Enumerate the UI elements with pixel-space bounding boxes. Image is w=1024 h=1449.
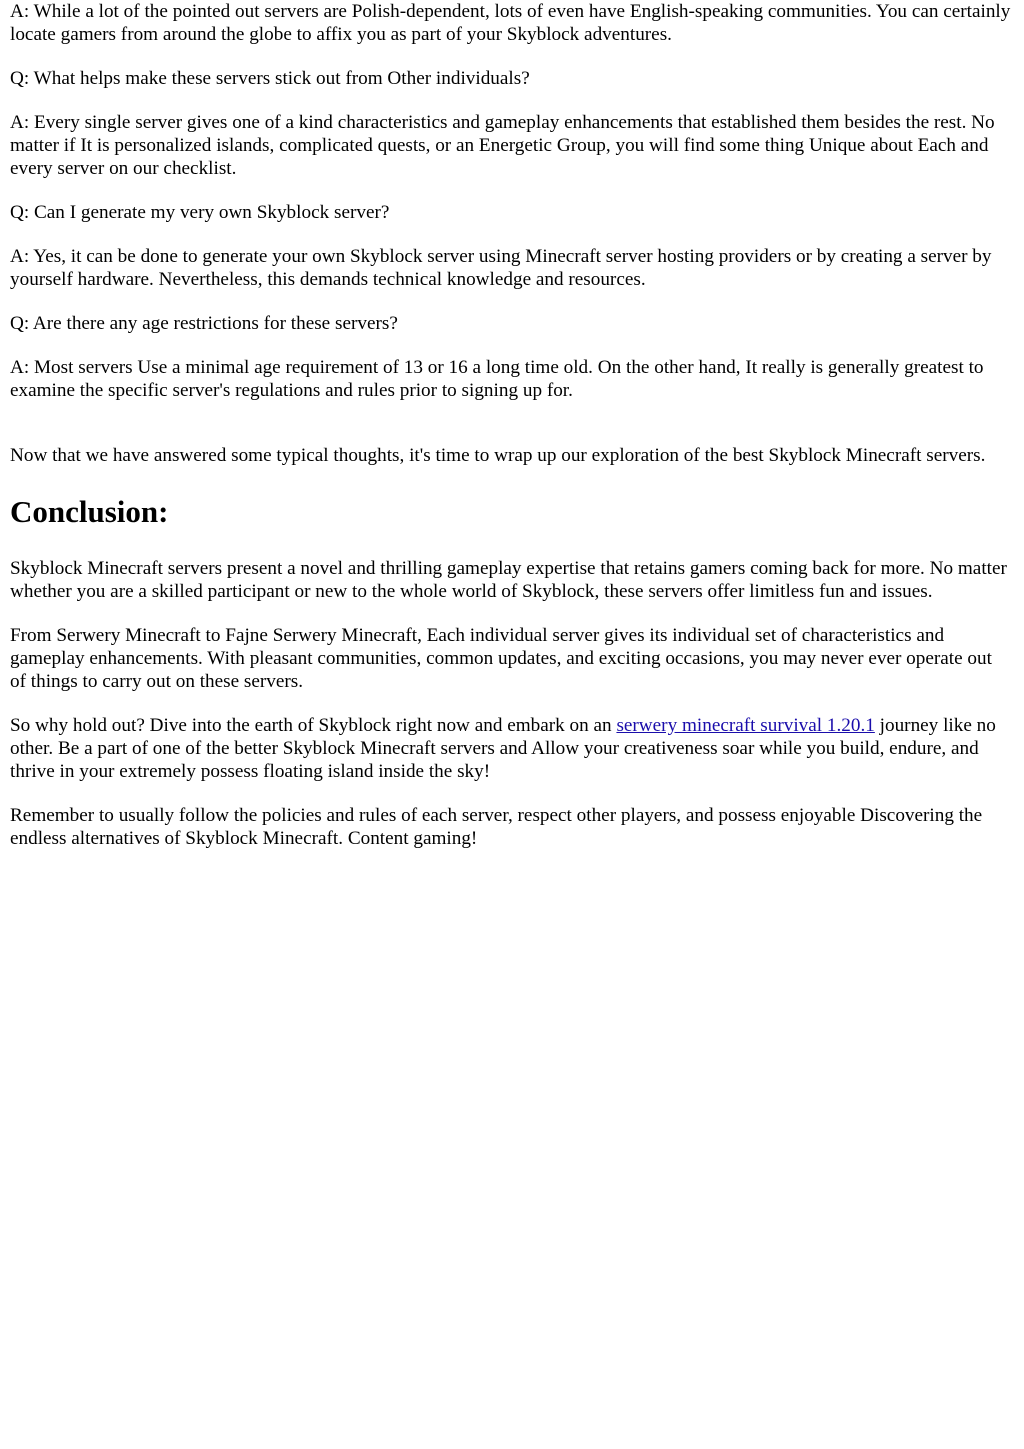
conclusion-paragraph-3 <box>10 714 1012 783</box>
faq-question-2: Q: What helps make these servers stick out from Other individuals? <box>10 68 530 89</box>
faq-answer-4: A: Most servers Use a minimal age requirement of 13 or 16 a long time old. On the other hand, It really is generally greatest to examine the specific server's regulations and rules prior to signing up for. <box>10 357 984 401</box>
paragraph-3-text-after: journey like no other. Be a part of one of the better Skyblock Minecraft servers and Allow your creativeness soar while you build, endure, and thrive in your extremely possess floating island inside the sky! <box>10 715 996 782</box>
faq-question-3: Q: Can I generate my very own Skyblock server? <box>10 202 390 223</box>
faq-answer-1: A: While a lot of the pointed out servers are Polish-dependent, lots of even have English-speaking communities. You can certainly locate gamers from around the globe to affix you as part of your Skyblock adventures. <box>10 1 1011 45</box>
paragraph-3-text-before: So why hold out? Dive into the earth of Skyblock right now and embark on an <box>10 715 617 736</box>
conclusion-heading: Conclusion: <box>10 494 169 529</box>
faq-question-4: Q: Are there any age restrictions for these servers? <box>10 313 398 334</box>
faq-answer-2: A: Every single server gives one of a kind characteristics and gameplay enhancements that established them besides the rest. No matter if It is personalized islands, complicated quests, or an Energetic Group, you will find some thing Unique about Each and every server on our checklist. <box>10 112 995 179</box>
conclusion-paragraph-1: Skyblock Minecraft servers present a novel and thrilling gameplay expertise that retains gamers coming back for more. No matter whether you are a skilled participant or new to the whole world of Skyblock, these servers offer limitless fun and issues. <box>10 558 1007 602</box>
faq-answer-3: A: Yes, it can be done to generate your own Skyblock server using Minecraft server hosting providers or by creating a server by yourself hardware. Nevertheless, this demands technical knowledge and resources. <box>10 246 992 290</box>
document-body <box>10 0 1012 871</box>
serwery-survival-link[interactable]: serwery minecraft survival 1.20.1 <box>616 715 875 736</box>
conclusion-paragraph-4: Remember to usually follow the policies and rules of each server, respect other players, and possess enjoyable Discovering the endless alternatives of Skyblock Minecraft. Content gaming! <box>10 805 983 849</box>
conclusion-paragraph-2: From Serwery Minecraft to Fajne Serwery Minecraft, Each individual server gives its individual set of characteristics and gameplay enhancements. With pleasant communities, common updates, and exciting occasions, you may never ever operate out of things to carry out on these servers. <box>10 625 992 692</box>
transition-paragraph: Now that we have answered some typical thoughts, it's time to wrap up our exploration of the best Skyblock Minecraft servers. <box>10 445 986 466</box>
